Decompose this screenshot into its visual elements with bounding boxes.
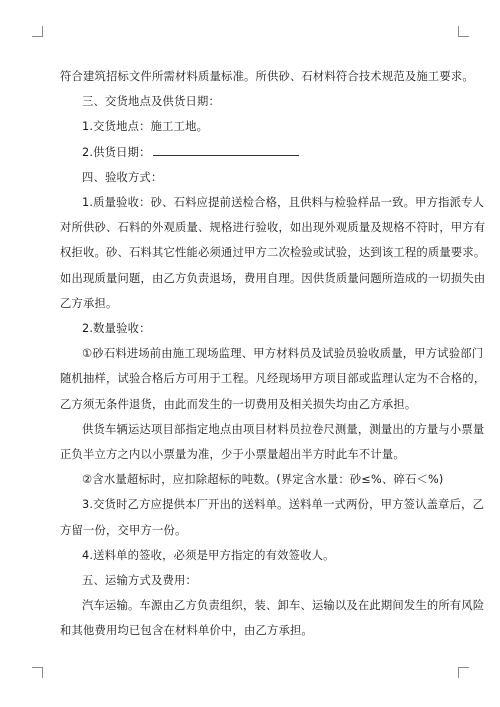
text-line-content: 正负半立方之内以小票量为准，少于小票量超出半方时此车不计量。 bbox=[60, 448, 405, 462]
document-body bbox=[60, 64, 486, 644]
text-line-content: 四、验收方式： bbox=[82, 170, 163, 184]
text-line-content: 权拒收。砂、石料其它性能必须通过甲方二次检验或试验，达到该工程的质量要求。 bbox=[60, 246, 486, 260]
text-line bbox=[60, 215, 486, 240]
text-line bbox=[60, 266, 486, 291]
text-line bbox=[60, 593, 485, 618]
text-line bbox=[60, 165, 444, 190]
text-line bbox=[60, 341, 484, 366]
text-line bbox=[60, 417, 485, 442]
text-line-content: 符合建筑招标文件所需材料质量标准。所供砂、石材料符合技术规范及施工要求。 bbox=[60, 70, 474, 83]
text-line bbox=[60, 291, 444, 316]
text-line-content: ②含水量超标时，应扣除超标的吨数。(界定含水量：砂≤%、碎石＜%) bbox=[82, 473, 444, 487]
text-line bbox=[60, 114, 444, 139]
text-line bbox=[60, 467, 444, 492]
text-line-content: 对所供砂、石料的外观质量、规格进行验收，如出现外观质量及规格不符时，甲方有 bbox=[60, 221, 486, 235]
text-line-content: 2.数量验收： bbox=[82, 322, 151, 336]
text-line-content: 供货车辆运达项目部指定地点由项目材料员拉卷尺测量，测量出的方量与小票量 bbox=[82, 422, 485, 436]
crop-mark-bottom-right bbox=[458, 667, 469, 678]
text-line-content: 三、交货地点及供货日期： bbox=[82, 95, 220, 109]
text-line bbox=[60, 442, 444, 467]
text-line bbox=[60, 392, 444, 417]
crop-mark-top-right bbox=[458, 26, 469, 37]
text-line-content: 五、运输方式及费用： bbox=[82, 574, 197, 588]
text-line-content: 如出现质量问题，由乙方负责退场，费用自理。因供货质量问题所造成的一切损失由 bbox=[60, 271, 486, 285]
text-line-content: 3.交货时乙方应提供本厂开出的送料单。送料单一式两份，甲方签认盖章后，乙 bbox=[82, 498, 485, 512]
text-line bbox=[60, 518, 444, 543]
text-line bbox=[60, 492, 485, 517]
text-line bbox=[60, 240, 486, 265]
text-line-content: 乙方须无条件退货，由此而发生的一切费用及相关损失均由乙方承担。 bbox=[60, 397, 417, 411]
crop-mark-bottom-left bbox=[32, 667, 43, 678]
text-line-content: 4.送料单的签收，必须是甲方指定的有效签收人。 bbox=[82, 548, 335, 562]
text-line-content: ①砂石料进场前由施工现场监理、甲方材料员及试验员验收质量，甲方试验部门 bbox=[82, 347, 484, 361]
text-line bbox=[60, 543, 444, 568]
text-line bbox=[60, 568, 444, 593]
crop-mark-top-left bbox=[32, 26, 43, 37]
text-line-content: 乙方承担。 bbox=[60, 296, 118, 310]
text-line bbox=[60, 64, 474, 89]
text-line bbox=[60, 618, 444, 643]
text-line bbox=[60, 366, 486, 391]
text-line bbox=[60, 89, 444, 114]
text-line-content: 随机抽样，试验合格后方可用于工程。凡经现场甲方项目部或监理认定为不合格的， bbox=[60, 372, 486, 386]
text-line-content: 方留一份，交甲方一份。 bbox=[60, 523, 187, 537]
text-line-content: 2.供货日期： bbox=[82, 145, 151, 159]
text-line bbox=[60, 140, 444, 165]
fill-in-blank-line bbox=[153, 143, 299, 156]
text-line bbox=[60, 316, 444, 341]
text-line-content: 汽车运输。车源由乙方负责组织，装、卸车、运输以及在此期间发生的所有风险 bbox=[82, 599, 485, 613]
text-line-content: 和其他费用均已包含在材料单价中，由乙方承担。 bbox=[60, 624, 313, 638]
text-line-content: 1.质量验收：砂、石料应提前送检合格，且供料与检验样品一致。甲方指派专人 bbox=[82, 196, 485, 210]
text-line bbox=[60, 190, 485, 215]
text-line-content: 1.交货地点：施工工地。 bbox=[82, 120, 209, 134]
